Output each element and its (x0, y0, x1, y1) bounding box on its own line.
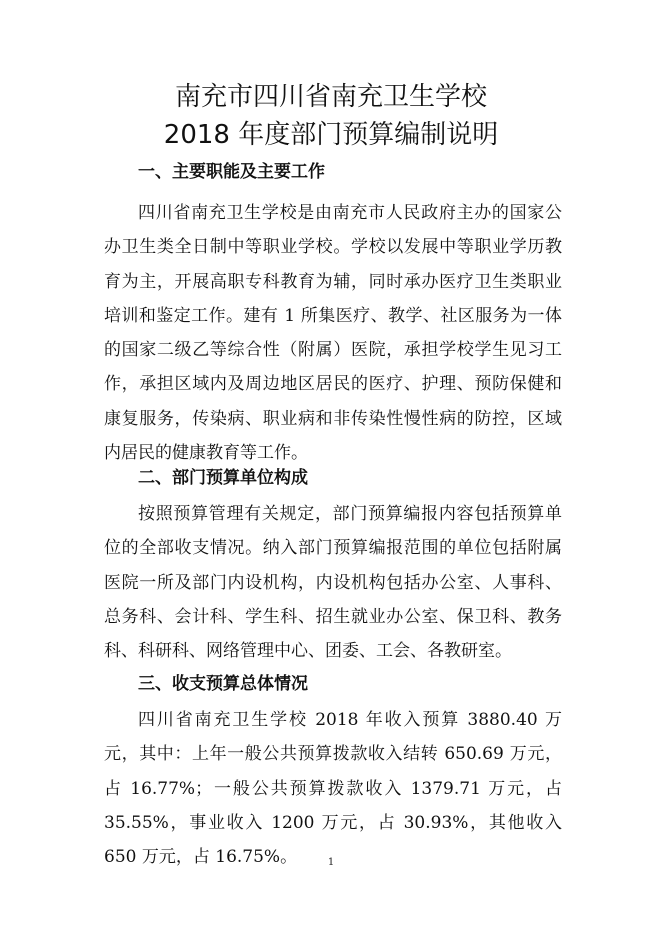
section-body-budget-overview: 四川省南充卫生学校 2018 年收入预算 3880.40 万元，其中：上年一般公共预算拨款收入结转 650.69 万元，占 16.77%；一般公共预算拨款收入 1379.71 万元，占 35.55%，事业收入 1200 万元，占 30.93%，其他收入 650 万元，占 16.75%。 (104, 710, 562, 868)
document-title-line-1: 南充市四川省南充卫生学校 (174, 82, 487, 112)
section-heading-budget-units: 二、部门预算单位构成 (138, 468, 308, 488)
section-heading-budget-overview: 三、收支预算总体情况 (138, 674, 308, 694)
section-heading-main-functions: 一、主要职能及主要工作 (138, 162, 325, 182)
document-title-line-2: 2018 年度部门预算编制说明 (163, 120, 499, 150)
section-body-budget-units: 按照预算管理有关规定，部门预算编报内容包括预算单位的全部收支情况。纳入部门预算编报范围的单位包括附属医院一所及部门内设机构，内设机构包括办公室、人事科、总务科、会计科、学生科、招生就业办公室、保卫科、教务科、科研科、网络管理中心、团委、工会、各教研室。 (104, 504, 562, 662)
page-number: 1 (327, 857, 335, 868)
section-body-main-functions: 四川省南充卫生学校是由南充市人民政府主办的国家公办卫生类全日制中等职业学校。学校以发展中等职业学历教育为主，开展高职专科教育为辅，同时承办医疗卫生类职业培训和鉴定工作。建有 1 所集医疗、教学、社区服务为一体的国家二级乙等综合性（附属）医院，承担学校学生见习工作，承担区域内及周边地区居民的医疗、护理、预防保健和康复服务，传染病、职业病和非传染性慢性病的防控，区域内居民的健康教育等工作。 (104, 203, 562, 464)
